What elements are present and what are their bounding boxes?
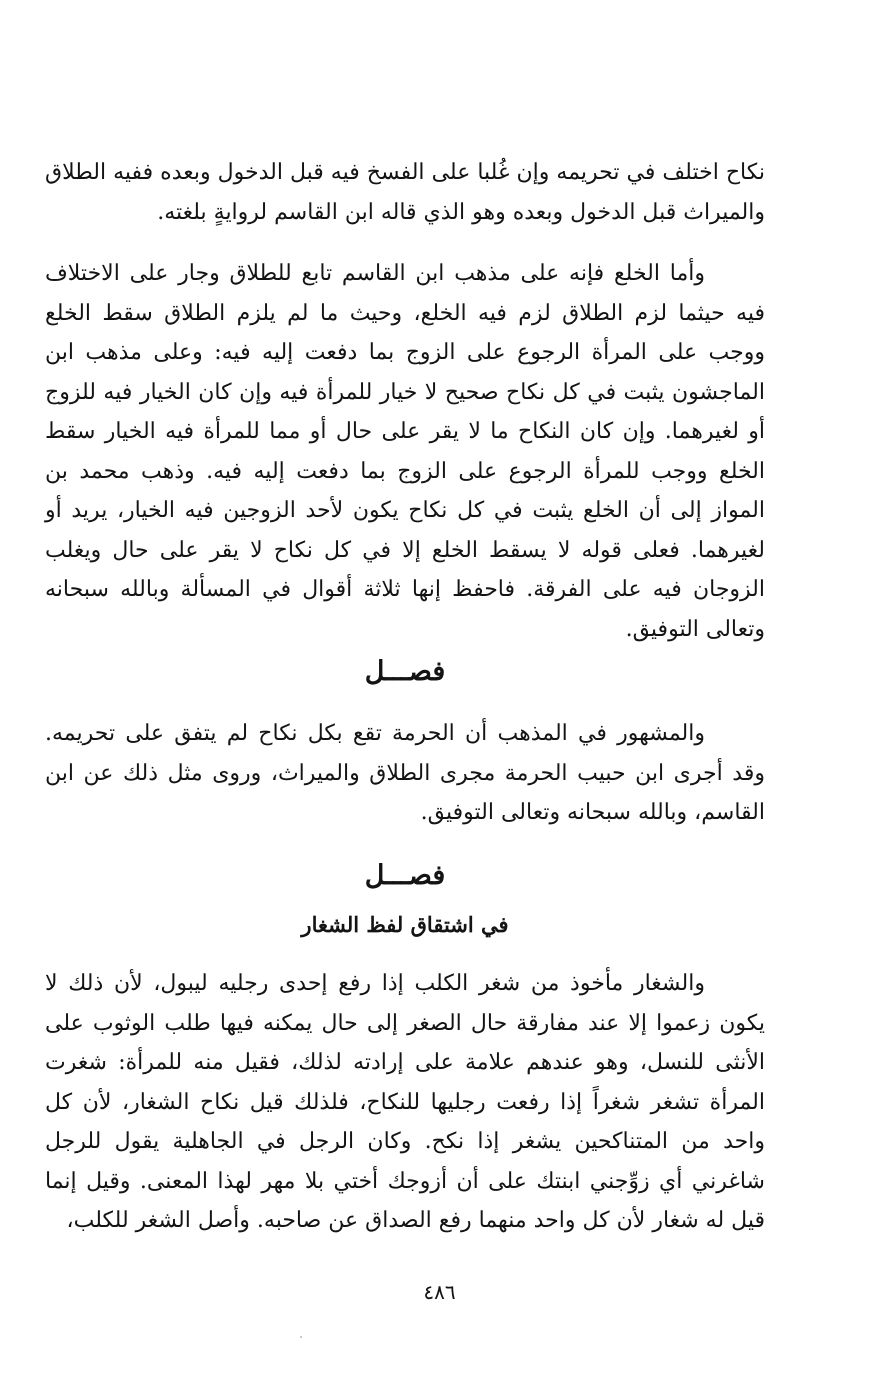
scan-speck bbox=[300, 1336, 302, 1338]
text-block-1 bbox=[45, 153, 765, 232]
text-block-4 bbox=[45, 964, 765, 1241]
paragraph-continuation: نكاح اختلف في تحريمه وإن غُلبا على الفسخ فيه قبل الدخول وبعده ففيه الطلاق والميراث قبل الدخول وبعده وهو الذي قاله ابن القاسم لروايةٍ بلغته. bbox=[45, 160, 766, 225]
page-number: ٤٨٦ bbox=[423, 1280, 456, 1304]
paragraph-khul: وأما الخلع فإنه على مذهب ابن القاسم تابع للطلاق وجار على الاختلاف فيه حيثما لزم الطلاق لزم فيه الخلع، وحيث ما لم يلزم الطلاق سقط الخلع ووجب على المرأة الرجوع على الزوج بما دفعت إليه فيه: وعلى مذهب ابن الماجشون يثبت في كل نكاح صحيح لا خيار للمرأة فيه وإن كان الخيار فيه للزوج أو لغيرهما. وإن كان النكاح ما لا يقر على حال أو مما للمرأة فيه الخيار سقط الخلع ووجب للمرأة الرجوع على الزوج بما دفعت إليه فيه. وذهب محمد بن المواز إلى أن الخلع يثبت في كل نكاح يكون لأحد الزوجين فيه الخيار، يريد أو لغيرهما. فعلى قوله لا يسقط الخلع إلا في كل نكاح لا يقر على حال ويغلب الزوجان فيه على الفرقة. فاحفظ إنها ثلاثة أقوال في المسألة وبالله سبحانه وتعالى التوفيق. bbox=[45, 261, 765, 642]
paragraph-hurma: والمشهور في المذهب أن الحرمة تقع بكل نكاح لم يتفق على تحريمه. وقد أجرى ابن حبيب الحرمة مجرى الطلاق والميراث، وروى مثل ذلك عن ابن القاسم، وبالله سبحانه وتعالى التوفيق. bbox=[45, 721, 765, 825]
section-heading-2: فصـــل bbox=[364, 860, 446, 891]
section-heading-1: فصـــل bbox=[364, 656, 446, 687]
text-block-3 bbox=[45, 714, 765, 833]
section-subheading: في اشتقاق لفظ الشغار bbox=[301, 912, 509, 937]
text-block-2 bbox=[45, 254, 765, 649]
paragraph-shighar: والشغار مأخوذ من شغر الكلب إذا رفع إحدى رجليه ليبول، لأن ذلك لا يكون زعموا إلا عند مفارقة حال الصغر إلى حال يمكنه فيها طلب الوثوب على الأنثى للنسل، وهو عندهم علامة على إرادته لذلك، فقيل منه للمرأة: شغرت المرأة تشغر شغراً إذا رفعت رجليها للنكاح، فلذلك قيل نكاح الشغار، لأن كل واحد من المتناكحين يشغر إذا نكح. وكان الرجل في الجاهلية يقول للرجل شاغرني أي زوِّجني ابنتك على أن أزوجك أختي بلا مهر لهذا المعنى. وقيل إنما قيل له شغار لأن كل واحد منهما رفع الصداق عن صاحبه. وأصل الشغر للكلب، bbox=[45, 971, 765, 1233]
